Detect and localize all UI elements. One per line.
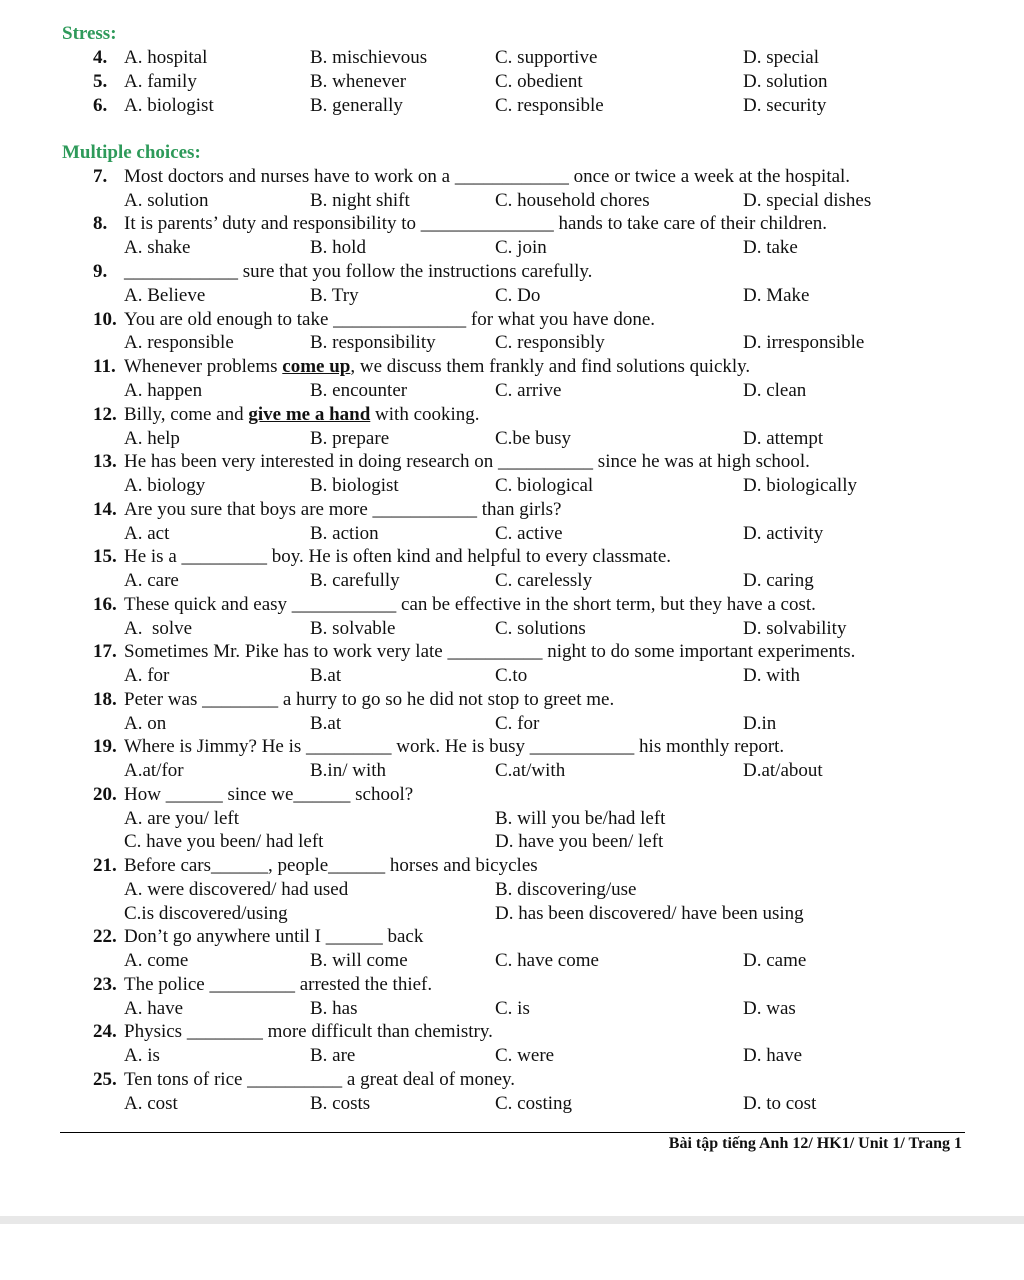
multiple-choices-heading: Multiple choices:	[62, 142, 201, 163]
options-7: A. solution B. night shift C. household chores D. special dishes	[124, 190, 872, 211]
underlined-phrase: come up	[282, 356, 351, 377]
stress-item: 6. A. biologist B. generally C. responsible D. security	[93, 95, 827, 116]
underlined-phrase: give me a hand	[248, 404, 371, 425]
options-15: A. care B. carefully C. carelessly D. caring	[124, 570, 814, 591]
options-19: A.at/for B.in/ with C.at/with D.at/about	[124, 760, 823, 781]
options-13: A. biology B. biologist C. biological D. biologically	[124, 475, 857, 496]
question-18: 18. Peter was ________ a hurry to go so he did not stop to greet me.	[93, 689, 615, 710]
options-17: A. for B.at C.to D. with	[124, 665, 800, 686]
options-16: A. solve B. solvable C. solutions D. solvability	[124, 618, 847, 639]
question-9: 9. ____________ sure that you follow the instructions carefully.	[93, 261, 593, 282]
stress-heading: Stress:	[62, 23, 117, 44]
options-22: A. come B. will come C. have come D. came	[124, 950, 807, 971]
question-21: 21. Before cars______, people______ horses and bicycles	[93, 855, 538, 876]
viewer-bottom-bar	[0, 1216, 1024, 1280]
options-12: A. help B. prepare C.be busy D. attempt	[124, 428, 824, 449]
question-13: 13. He has been very interested in doing research on __________ since he was at high school.	[93, 451, 810, 472]
stress-item: 5. A. family B. whenever C. obedient D. solution	[93, 71, 828, 92]
question-11: 11. Whenever problems come up, we discuss them frankly and find solutions quickly.	[93, 356, 751, 377]
options-23: A. have B. has C. is D. was	[124, 998, 796, 1019]
question-10: 10. You are old enough to take ______________ for what you have done.	[93, 309, 656, 330]
question-16: 16. These quick and easy ___________ can be effective in the short term, but they have a cost.	[93, 594, 816, 615]
question-12: 12. Billy, come and give me a hand with cooking.	[93, 404, 480, 425]
page-footer: Bài tập tiếng Anh 12/ HK1/ Unit 1/ Trang 1	[668, 1135, 962, 1152]
question-15: 15. He is a _________ boy. He is often kind and helpful to every classmate.	[93, 546, 672, 567]
options-9: A. Believe B. Try C. Do D. Make	[124, 285, 810, 306]
question-19: 19. Where is Jimmy? He is _________ work. He is busy ___________ his monthly report.	[93, 736, 785, 757]
question-24: 24. Physics ________ more difficult than chemistry.	[93, 1021, 493, 1042]
question-8: 8. It is parents’ duty and responsibility to ______________ hands to take care of their children.	[93, 213, 828, 234]
question-23: 23. The police _________ arrested the thief.	[93, 974, 433, 995]
options-25: A. cost B. costs C. costing D. to cost	[124, 1093, 817, 1114]
question-14: 14. Are you sure that boys are more ___________ than girls?	[93, 499, 562, 520]
footer-divider	[60, 1132, 965, 1133]
question-20: 20. How ______ since we______ school?	[93, 784, 414, 805]
question-17: 17. Sometimes Mr. Pike has to work very late __________ night to do some important experiments.	[93, 641, 856, 662]
stress-item: 4. A. hospital B. mischievous C. supportive D. special	[93, 47, 819, 68]
options-10: A. responsible B. responsibility C. responsibly D. irresponsible	[124, 332, 865, 353]
options-24: A. is B. are C. were D. have	[124, 1045, 803, 1066]
question-25: 25. Ten tons of rice __________ a great deal of money.	[93, 1069, 516, 1090]
options-21-row2: C.is discovered/using D. has been discovered/ have been using	[124, 903, 804, 924]
options-20-row2: C. have you been/ had left D. have you been/ left	[124, 831, 664, 852]
options-20-row1: A. are you/ left B. will you be/had left	[124, 808, 666, 829]
options-14: A. act B. action C. active D. activity	[124, 523, 824, 544]
options-8: A. shake B. hold C. join D. take	[124, 237, 798, 258]
options-11: A. happen B. encounter C. arrive D. clean	[124, 380, 807, 401]
question-22: 22. Don’t go anywhere until I ______ back	[93, 926, 424, 947]
options-21-row1: A. were discovered/ had used B. discovering/use	[124, 879, 637, 900]
question-7: 7. Most doctors and nurses have to work on a ____________ once or twice a week at the hospital.	[93, 166, 851, 187]
options-18: A. on B.at C. for D.in	[124, 713, 777, 734]
